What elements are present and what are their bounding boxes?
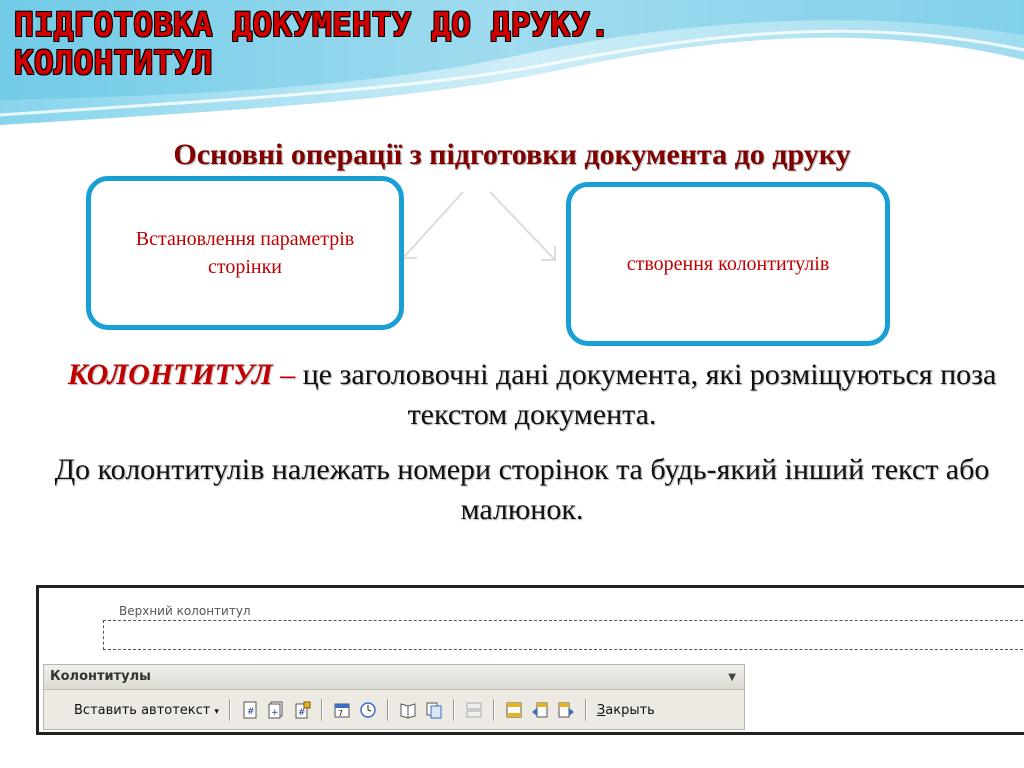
show-previous-icon[interactable] <box>530 700 550 720</box>
autotext-label: Вставить автотекст <box>74 702 211 718</box>
show-hide-text-icon[interactable] <box>424 700 444 720</box>
title-line-1: ПІДГОТОВКА ДОКУМЕНТУ ДО ДРУКУ. <box>14 5 611 44</box>
toolbar-separator <box>321 699 323 721</box>
box-create-headers: створення колонтитулів <box>566 182 890 346</box>
header-footer-toolbar <box>43 664 745 730</box>
definition-term: КОЛОНТИТУЛ <box>67 358 273 391</box>
same-as-previous-icon[interactable] <box>464 700 484 720</box>
close-accelerator: З <box>596 702 606 718</box>
svg-text:#: # <box>246 707 255 717</box>
toolbar-titlebar[interactable] <box>44 665 744 690</box>
page-setup-icon[interactable] <box>398 700 418 720</box>
header-area[interactable] <box>103 620 1023 650</box>
format-page-number-icon[interactable] <box>292 700 312 720</box>
toolbar-separator <box>387 699 389 721</box>
header-label: Верхний колонтитул <box>119 604 251 618</box>
insert-time-icon[interactable] <box>358 700 378 720</box>
close-button[interactable] <box>597 703 655 718</box>
word-header-screenshot <box>36 585 1024 735</box>
note-paragraph: До колонтитулів належать номери сторінок та будь-який інший текст або малюнок. <box>54 453 990 526</box>
insert-page-number-icon[interactable] <box>240 700 260 720</box>
definition-dash: – <box>272 358 303 391</box>
title-line-2: КОЛОНТИТУЛ <box>14 43 213 82</box>
toolbar-separator <box>585 699 587 721</box>
insert-date-icon[interactable] <box>332 700 352 720</box>
box-page-setup: Встановлення параметрів сторінки <box>86 176 404 330</box>
definition-paragraph <box>40 355 1024 435</box>
close-label: акрыть <box>605 702 655 718</box>
insert-page-count-icon[interactable] <box>266 700 286 720</box>
insert-autotext-dropdown[interactable] <box>70 701 223 720</box>
toolbar-row <box>44 691 744 729</box>
toolbar-separator <box>453 699 455 721</box>
svg-text:7: 7 <box>337 709 344 718</box>
switch-header-footer-icon[interactable] <box>504 700 524 720</box>
toolbar-options-icon[interactable]: ▼ <box>728 672 736 683</box>
toolbar-separator <box>229 699 231 721</box>
svg-text:#: # <box>297 708 306 718</box>
page-title <box>14 6 610 82</box>
show-next-icon[interactable] <box>556 700 576 720</box>
toolbar-separator <box>493 699 495 721</box>
svg-text:+: + <box>270 708 279 718</box>
definition-text: це заголовочні дані документа, які розміщуються поза текстом документа. <box>302 358 997 431</box>
subtitle: Основні операції з підготовки документа до друку <box>173 138 851 171</box>
dropdown-arrow-icon: ▾ <box>214 706 219 717</box>
toolbar-title: Колонтитулы <box>50 669 151 684</box>
branch-arrows <box>395 188 570 268</box>
